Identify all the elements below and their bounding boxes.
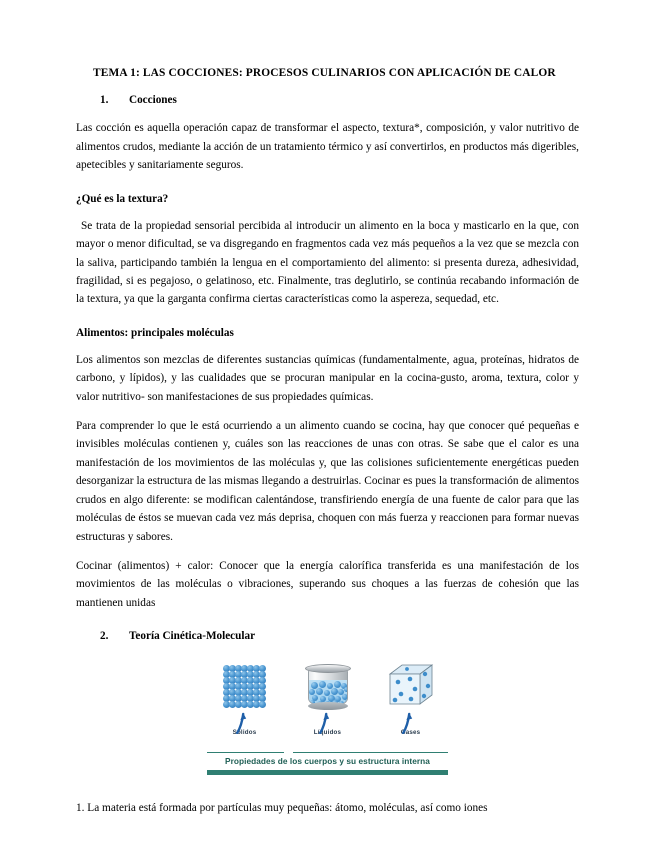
figure-caption: Propiedades de los cuerpos y su estructura interna xyxy=(225,755,430,766)
caption-rules xyxy=(203,752,452,754)
paragraph-alimentos-3: Cocinar (alimentos) + calor: Conocer que la energía calorífica transferida es una manifestación de los movimientos de las moléculas o vibraciones, superando sus choques a las fuerzas de cohesión que las mantienen unidas xyxy=(76,559,579,609)
paragraph-textura: Se trata de la propiedad sensorial percibida al introducir un alimento en la boca y masticarlo en la que, con mayor o menor dificultad, se va disgregando en fragmentos cada vez más pequeños a la vez que se mezcla con la saliva, participando también la lengua en el comportamiento del alimento: si presenta dureza, adhesividad, fragilidad, si es pegajoso, o gelatinoso, etc. Finalmente, tras deglutirlo, se continúa recabando información de la textura, ya que la garganta confirma ciertas características como la aspereza, sequedad, etc. xyxy=(76,219,579,306)
beaker-rim xyxy=(305,664,351,673)
liquid-particle xyxy=(331,688,338,695)
subheading-alimentos-principales-moleculas: Alimentos: principales moléculas xyxy=(76,326,234,339)
liquid-beaker-art xyxy=(290,656,366,716)
states-of-matter-figure xyxy=(203,656,452,777)
document-content xyxy=(76,66,579,817)
paragraph-alimentos-2: Para comprender lo que le está ocurriendo a un alimento cuando se cocina, hay que conocer qué pequeñas e invisibles moléculas contienen y, cuáles son las reacciones de unas con otras. Se sabe que el calor es una manifestación de los movimientos de las moléculas y, que las colisiones suficientemente energéticas pueden desorganizar la estructura de las mismas llegando a destruirlas. Cocinar es pues la transformación de alimentos crudos en algo diferente: se modifican calentándose, transfiriendo energía de una fuente de calor para que las moléculas de éstos se muevan cada vez más deprisa, choquen con más fuerza y reaccionen para formar nuevas estructuras y sabores. xyxy=(76,420,579,543)
arrow-icon-solid xyxy=(234,712,252,734)
liquid-particle xyxy=(334,681,341,688)
section-heading-2 xyxy=(76,629,579,644)
arrow-icon-liquid xyxy=(317,712,335,734)
states-row xyxy=(203,656,452,746)
beaker-body xyxy=(308,669,348,705)
gas-cube-icon xyxy=(387,662,435,710)
liquid-particle xyxy=(316,688,323,695)
paragraph-cocciones: Las cocción es aquella operación capaz de transformar el aspecto, textura*, composición, y valor nutritivo de alimentos crudos, mediante la acción de un tratamiento térmico y así convertirlos, en productos más digeribles, apetecibles y sanitariamente seguros. xyxy=(76,122,579,172)
liquid-particle xyxy=(311,682,318,689)
gas-cube-art xyxy=(373,656,449,716)
paragraph-alimentos-1: Los alimentos son mezclas de diferentes sustancias químicas (fundamentalmente, agua, proteínas, hidratos de carbono, y lípidos), y las cualidades que se procuran manipular en la cocina-gusto, aroma, textura, color y valor nutritivo- son manifestaciones de sus propiedades químicas. xyxy=(76,353,579,403)
beaker-liquid-particles xyxy=(309,680,347,704)
arrow-icon-gas xyxy=(400,712,418,734)
liquid-particle xyxy=(309,689,315,695)
caption-rule-left xyxy=(207,752,284,753)
section-number-2: 2. xyxy=(100,630,109,643)
section-number-1: 1. xyxy=(100,93,109,106)
beaker-base xyxy=(308,702,348,710)
liquid-particle xyxy=(344,687,348,692)
caption-rule-right xyxy=(293,752,448,753)
subheading-que-es-la-textura: ¿Qué es la textura? xyxy=(76,192,169,205)
state-gas xyxy=(373,656,449,736)
caption-bar xyxy=(207,770,448,775)
page-title: TEMA 1: LAS COCCIONES: PROCESOS CULINARIOS CON APLICACIÓN DE CALOR xyxy=(93,67,556,79)
state-liquid xyxy=(290,656,366,736)
solid-particle xyxy=(259,701,266,708)
state-label-gas: Gases xyxy=(400,728,421,736)
liquid-particle xyxy=(342,694,348,700)
figure-container xyxy=(76,656,579,777)
solid-particle-lattice xyxy=(224,666,266,706)
liquid-particle xyxy=(319,681,326,688)
section-title-1: Cocciones xyxy=(129,93,177,106)
cube-svg xyxy=(387,662,435,710)
state-solid xyxy=(207,656,283,736)
state-label-liquid: Líquidos xyxy=(313,728,342,736)
solid-lattice-art xyxy=(207,656,283,716)
beaker-icon xyxy=(305,662,351,710)
state-label-solid: Sólidos xyxy=(232,728,257,736)
list-item-1: 1. La materia está formada por partículas muy pequeñas: átomo, moléculas, así como iones xyxy=(76,801,488,814)
section-heading-1 xyxy=(76,93,579,108)
section-title-2: Teoría Cinética-Molecular xyxy=(129,630,256,643)
